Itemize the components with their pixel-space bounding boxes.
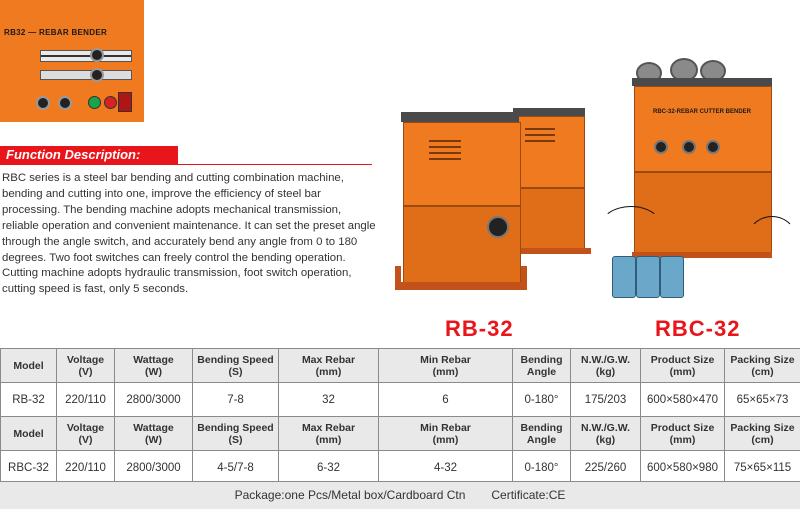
angle-knob-icon — [90, 48, 104, 62]
table-header-cell: Voltage (V) — [57, 417, 115, 451]
table-header-cell: Voltage (V) — [57, 349, 115, 383]
control-panel-photo — [0, 0, 144, 122]
panel-plate-label: RB32 — REBAR BENDER — [4, 28, 107, 37]
table-header-cell: Bending Speed (S) — [193, 349, 279, 383]
table-header-cell: Min Rebar (mm) — [379, 349, 513, 383]
table-cell: 2800/3000 — [115, 451, 193, 485]
table-cell: RB-32 — [1, 383, 57, 417]
rbc32-machine-photo — [596, 56, 800, 304]
rb32-machine-photo — [395, 80, 595, 300]
function-heading: Function Description: — [0, 146, 178, 164]
rbc32-panel-text: RBC-32-REBAR CUTTER BENDER — [653, 109, 751, 115]
table-cell: 225/260 — [571, 451, 641, 485]
table-cell: 0-180° — [513, 383, 571, 417]
function-description: RBC series is a steel bar bending and cutting combination machine, bending and cutting into one, improve the efficiency of steel bar processing. The bending machine adopts mechanical transmission, reliable operation and convenient maintenance. It can set the preset angle through the angle switch, and accurately bend any angle from 0 to 180 degrees. Two foot switches can freely control the bending operation. Cutting machine adopts hydraulic transmission, foot switch operation, cutting speed is fast, only 5 seconds. — [2, 171, 380, 298]
table-header-cell: N.W./G.W. (kg) — [571, 417, 641, 451]
table-header-cell: Product Size (mm) — [641, 349, 725, 383]
rbc32-label: RBC-32 — [655, 316, 740, 342]
table-header-cell: Bending Speed (S) — [193, 417, 279, 451]
angle-scale-lower — [40, 70, 132, 80]
table-cell: 6 — [379, 383, 513, 417]
table-cell: RBC-32 — [1, 451, 57, 485]
angle-scale — [40, 50, 132, 62]
table-cell: 7-8 — [193, 383, 279, 417]
table-cell: 65×65×73 — [725, 383, 800, 417]
table-header-cell: Model — [1, 417, 57, 451]
table-cell: 600×580×470 — [641, 383, 725, 417]
table-cell: 220/110 — [57, 451, 115, 485]
table-header-cell: Wattage (W) — [115, 417, 193, 451]
table-cell: 600×580×980 — [641, 451, 725, 485]
table-header-cell: Min Rebar (mm) — [379, 417, 513, 451]
table-cell: 75×65×115 — [725, 451, 800, 485]
table-header-cell: Bending Angle — [513, 417, 571, 451]
table-row — [1, 383, 800, 417]
table-header-cell: Product Size (mm) — [641, 417, 725, 451]
table-header-cell: Bending Angle — [513, 349, 571, 383]
table-header-cell: Model — [1, 349, 57, 383]
rb32-label: RB-32 — [445, 316, 514, 342]
table-cell: 6-32 — [279, 451, 379, 485]
table-header-cell: Max Rebar (mm) — [279, 417, 379, 451]
table-header-cell: Max Rebar (mm) — [279, 349, 379, 383]
table-cell: 32 — [279, 383, 379, 417]
table-header-row — [1, 349, 800, 383]
package-text: Package:one Pcs/Metal box/Cardboard Ctn — [235, 488, 466, 502]
table-header-cell: Packing Size (cm) — [725, 417, 800, 451]
table-cell: 175/203 — [571, 383, 641, 417]
toggle-switch-2-icon — [58, 96, 72, 110]
green-button-icon — [88, 96, 101, 109]
footer-bar — [0, 481, 800, 509]
table-header-cell: Packing Size (cm) — [725, 349, 800, 383]
certificate-text: Certificate:CE — [491, 488, 565, 502]
spec-table — [0, 348, 800, 485]
table-header-cell: Wattage (W) — [115, 349, 193, 383]
table-cell: 220/110 — [57, 383, 115, 417]
red-button-icon — [104, 96, 117, 109]
toggle-switch-icon — [36, 96, 50, 110]
table-cell: 0-180° — [513, 451, 571, 485]
table-header-cell: N.W./G.W. (kg) — [571, 349, 641, 383]
table-cell: 4-5/7-8 — [193, 451, 279, 485]
heading-underline — [0, 164, 372, 165]
table-row — [1, 451, 800, 485]
power-switch-icon — [118, 92, 132, 112]
table-header-row — [1, 417, 800, 451]
table-cell: 2800/3000 — [115, 383, 193, 417]
angle-knob-lower-icon — [90, 68, 104, 82]
table-cell: 4-32 — [379, 451, 513, 485]
